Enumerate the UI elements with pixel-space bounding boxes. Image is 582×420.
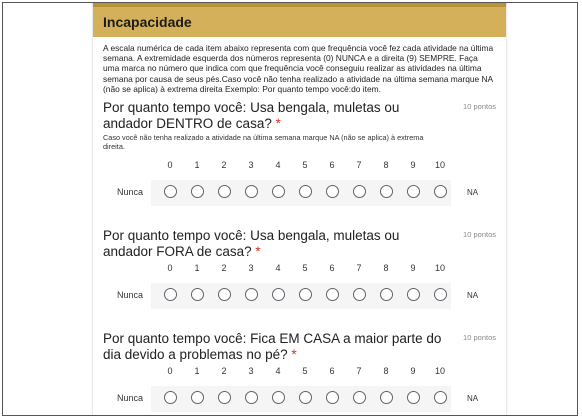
radio-option-10[interactable] <box>434 288 447 301</box>
radio-scale-row <box>116 283 479 309</box>
screenshot-frame <box>2 2 578 416</box>
question-title: Por quanto tempo você: Usa bengala, muletas ou andador DENTRO de casa? * <box>103 100 400 132</box>
radio-option-1[interactable] <box>191 288 204 301</box>
radio-option-6[interactable] <box>326 391 339 404</box>
radio-option-9[interactable] <box>407 288 420 301</box>
question-2 <box>93 228 506 309</box>
scale-numbers: 0 1 2 3 4 5 6 7 8 9 10 <box>167 366 445 377</box>
scale-left-label: Nunca <box>116 393 143 404</box>
scale-right-label: NA <box>467 394 479 404</box>
radio-option-3[interactable] <box>245 288 258 301</box>
question-title: Por quanto tempo você: Usa bengala, muletas ou andador FORA de casa? * <box>103 228 400 260</box>
radio-option-0[interactable] <box>164 391 177 404</box>
required-asterisk: * <box>275 116 281 132</box>
radio-option-6[interactable] <box>326 288 339 301</box>
section-title: Incapacidade <box>103 14 192 30</box>
question-1 <box>93 100 506 206</box>
radio-option-1[interactable] <box>191 185 204 198</box>
question-3 <box>93 331 506 412</box>
radio-option-10[interactable] <box>434 391 447 404</box>
section-description: A escala numérica de cada item abaixo representa com que frequência você fez cada atividade na última semana. A extremidade esquerda dos números representa (0) NUNCA e a direita (9) SEMPRE. Faça uma marca no número que indica com que frequência você conseguiu realizar as atividades na última semana por causa de seus pés.Caso você não tenha realizado a atividade na última semana marque NA (não se aplica) à extrema direita Exemplo: Por quanto tempo você:do item. <box>103 43 494 94</box>
points-label: 10 pontos <box>463 102 496 112</box>
scale-right-label: NA <box>467 291 479 301</box>
question-title: Por quanto tempo você: Fica EM CASA a maior parte do dia devido a problemas no pé? * <box>103 331 442 363</box>
radio-option-9[interactable] <box>407 391 420 404</box>
radio-scale-row <box>116 386 479 412</box>
radio-option-7[interactable] <box>353 185 366 198</box>
radio-option-0[interactable] <box>164 288 177 301</box>
radio-option-2[interactable] <box>218 391 231 404</box>
question-help: Caso você não tenha realizado a atividade na última semana marque NA (não se aplica) à extrema direita. <box>103 133 424 152</box>
radio-option-7[interactable] <box>353 391 366 404</box>
scale-left-label: Nunca <box>116 187 143 198</box>
radio-option-5[interactable] <box>299 185 312 198</box>
scale-right-label: NA <box>467 188 479 198</box>
required-asterisk: * <box>291 347 297 363</box>
radio-option-10[interactable] <box>434 185 447 198</box>
radio-option-3[interactable] <box>245 391 258 404</box>
points-label: 10 pontos <box>463 333 496 343</box>
radio-option-2[interactable] <box>218 288 231 301</box>
radio-option-4[interactable] <box>272 391 285 404</box>
points-label: 10 pontos <box>463 230 496 240</box>
scale-numbers: 0 1 2 3 4 5 6 7 8 9 10 <box>167 263 445 274</box>
radio-scale-row <box>116 180 479 206</box>
required-asterisk: * <box>255 244 261 260</box>
radio-option-5[interactable] <box>299 288 312 301</box>
scale-left-label: Nunca <box>116 290 143 301</box>
radio-option-6[interactable] <box>326 185 339 198</box>
radio-option-3[interactable] <box>245 185 258 198</box>
radio-option-9[interactable] <box>407 185 420 198</box>
radio-option-8[interactable] <box>380 391 393 404</box>
radio-option-5[interactable] <box>299 391 312 404</box>
radio-option-7[interactable] <box>353 288 366 301</box>
radio-option-4[interactable] <box>272 185 285 198</box>
radio-option-4[interactable] <box>272 288 285 301</box>
radio-option-2[interactable] <box>218 185 231 198</box>
radio-option-8[interactable] <box>380 185 393 198</box>
scale-numbers: 0 1 2 3 4 5 6 7 8 9 10 <box>167 160 445 171</box>
section-header <box>93 2 506 37</box>
radio-option-1[interactable] <box>191 391 204 404</box>
form-section-card <box>93 2 506 416</box>
radio-option-8[interactable] <box>380 288 393 301</box>
radio-option-0[interactable] <box>164 185 177 198</box>
